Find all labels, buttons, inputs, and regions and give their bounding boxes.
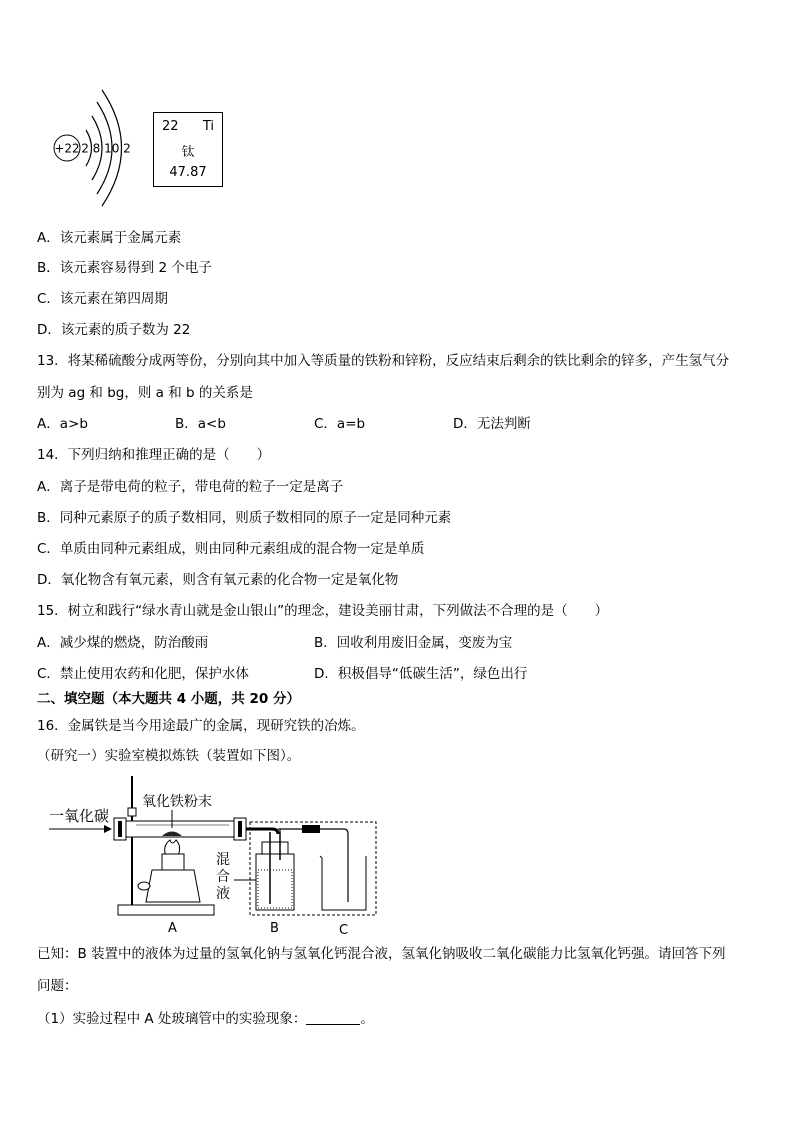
iron-smelting-apparatus-diagram — [44, 772, 384, 934]
q14-option-d: D．氧化物含有氧元素，则含有氧元素的化合物一定是氧化物 — [37, 572, 399, 588]
q14-option-a: A．离子是带电荷的粒子，带电荷的粒子一定是离子 — [37, 479, 344, 495]
bottle-b-liquid — [258, 870, 292, 908]
stand-base — [118, 905, 214, 915]
q15-option-c: C．禁止使用农药和化肥，保护水体 — [37, 666, 249, 682]
q16-part-1 — [37, 1010, 374, 1028]
q13-stem-line-2: 别为 ag 和 bg，则 a 和 b 的关系是 — [37, 385, 253, 401]
answer-blank[interactable] — [306, 1010, 360, 1025]
element-name: 钛 — [181, 145, 195, 160]
beaker-c — [320, 856, 366, 910]
q16-part-1-prompt: （1）实验过程中 A 处玻璃管中的实验现象： — [37, 1011, 307, 1027]
lamp-knob — [138, 882, 150, 890]
stand-clamp-top — [128, 808, 136, 816]
q12-option-d: D．该元素的质子数为 22 — [37, 322, 191, 338]
powder-label: 氧化铁粉末 — [142, 794, 212, 810]
known-line-2: 问题： — [37, 978, 78, 994]
gas-arrow-head — [104, 825, 112, 833]
q13-option-d: D．无法判断 — [453, 416, 531, 432]
q15-option-a: A．减少煤的燃烧，防治酸雨 — [37, 635, 209, 651]
q15-option-d: D．积极倡导“低碳生活”，绿色出行 — [314, 666, 528, 682]
atomic-structure-diagram — [48, 88, 143, 208]
element-atomic-mass: 47.87 — [169, 165, 207, 180]
lamp-body — [146, 870, 200, 902]
q13-stem-line-1: 13．将某稀硫酸分成两等份，分别向其中加入等质量的铁粉和锌粉，反应结束后剩余的铁比剩余的锌多，产生氢气分 — [37, 353, 730, 369]
connecting-tube — [246, 829, 278, 834]
label-a: A — [168, 921, 177, 934]
q16-part-1-end: 。 — [360, 1011, 374, 1027]
q13-option-b: B．a<b — [175, 416, 226, 432]
q13-option-c: C．a=b — [314, 416, 366, 432]
q12-option-b: B．该元素容易得到 2 个电子 — [37, 260, 212, 276]
q15-stem: 15．树立和践行“绿水青山就是金山银山”的理念，建设美丽甘肃，下列做法不合理的是（ ） — [37, 603, 609, 619]
q16-research-1: （研究一）实验室模拟炼铁（装置如下图）。 — [37, 748, 301, 764]
q14-option-b: B．同种元素原子的质子数相同，则质子数相同的原子一定是同种元素 — [37, 510, 452, 526]
known-line-1: 已知：B 装置中的液体为过量的氢氧化钠与氢氧化钙混合液，氢氧化钠吸收二氧化碳能力比氢氧化钙强。请回答下列 — [37, 946, 726, 962]
nucleus-charge: +22 — [54, 141, 80, 156]
label-b: B — [270, 921, 279, 934]
q16-stem: 16．金属铁是当今用途最广的金属，现研究铁的冶炼。 — [37, 718, 365, 734]
bottle-b-cap — [262, 842, 288, 854]
gas-label: 一氧化碳 — [49, 807, 110, 825]
q15-option-b: B．回收利用废旧金属，变废为宝 — [314, 635, 513, 651]
q12-option-c: C．该元素在第四周期 — [37, 291, 168, 307]
q12-option-a: A．该元素属于金属元素 — [37, 230, 182, 246]
shell-electrons: 2 8 10 2 — [81, 141, 131, 156]
section-2-heading: 二、填空题（本大题共 4 小题，共 20 分） — [37, 691, 300, 707]
liquid-label-3: 液 — [216, 886, 230, 902]
tube-joint — [302, 825, 320, 833]
label-c: C — [339, 923, 349, 934]
left-stopper-inner — [118, 821, 122, 837]
q14-option-c: C．单质由同种元素组成，则由同种元素组成的混合物一定是单质 — [37, 541, 425, 557]
lamp-burner — [162, 854, 184, 870]
element-symbol: Ti — [202, 119, 214, 134]
q13-option-a: A．a>b — [37, 416, 88, 432]
liquid-label-1: 混 — [216, 852, 230, 868]
element-atomic-number: 22 — [162, 119, 179, 134]
right-stopper-inner — [238, 821, 242, 837]
liquid-label-2: 合 — [216, 869, 230, 885]
element-card — [153, 112, 223, 187]
q14-stem: 14．下列归纳和推理正确的是（ ） — [37, 447, 271, 463]
